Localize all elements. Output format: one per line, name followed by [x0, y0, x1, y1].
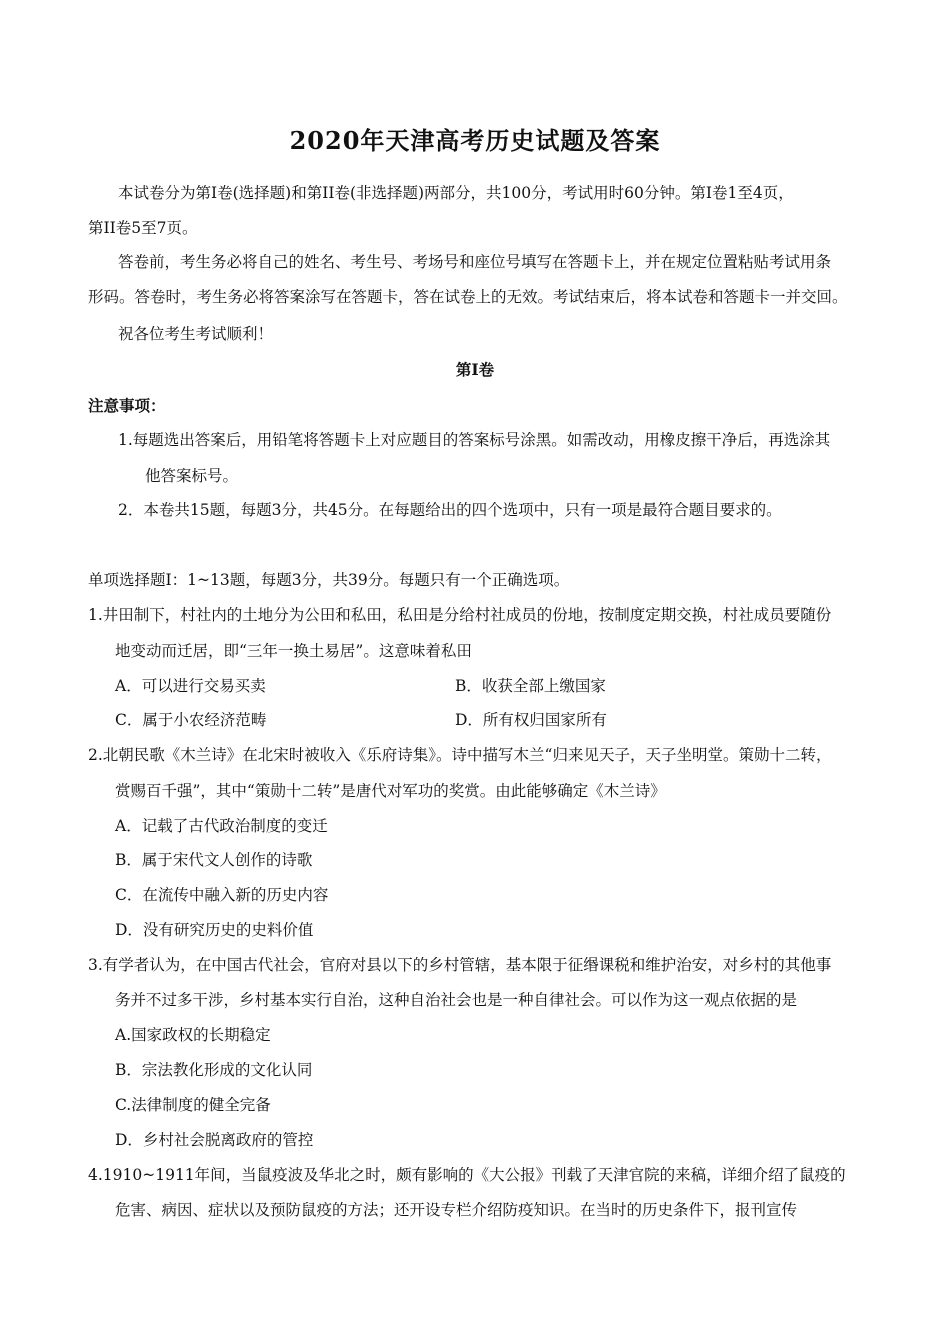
question-2-option-b: B．属于宋代文人创作的诗歌 [115, 851, 313, 869]
notice-item-2: 2．本卷共15题，每题3分，共45分。在每题给出的四个选项中，只有一项是最符合题目要求的。 [118, 501, 782, 519]
notice-item-1-line-1: 1.每题选出答案后，用铅笔将答题卡上对应题目的答案标号涂黑。如需改动，用橡皮擦干净后，再选涂其 [118, 431, 831, 449]
question-2-stem-line-1: 2.北朝民歌《木兰诗》在北宋时被收入《乐府诗集》。诗中描写木兰“归来见天子，天子坐明堂。策勋十二转， [88, 746, 832, 764]
question-2-option-c: C．在流传中融入新的历史内容 [115, 886, 329, 904]
page-title: 2020年天津高考历史试题及答案 [289, 126, 661, 155]
question-4-stem-line-2: 危害、病因、症状以及预防鼠疫的方法；还开设专栏介绍防疫知识。在当时的历史条件下，报刊宣传 [115, 1201, 798, 1219]
question-1-option-d: D．所有权归国家所有 [455, 711, 607, 729]
intro-paragraph-1-line-2: 第II卷5至7页。 [88, 219, 198, 237]
question-1-option-a: A．可以进行交易买卖 [115, 677, 266, 695]
question-2-stem-line-2: 赏赐百千强”，其中“策勋十二转”是唐代对军功的奖赏。由此能够确定《木兰诗》 [115, 782, 666, 800]
intro-paragraph-3: 祝各位考生考试顺利！ [118, 325, 274, 343]
question-1-option-b: B．收获全部上缴国家 [455, 677, 606, 695]
question-3-option-d: D．乡村社会脱离政府的管控 [115, 1131, 314, 1149]
question-2-option-a: A．记载了古代政治制度的变迁 [115, 817, 328, 835]
question-3-stem-line-2: 务并不过多干涉，乡村基本实行自治，这种自治社会也是一种自律社会。可以作为这一观点依据的是 [115, 991, 798, 1009]
question-3-option-c: C.法律制度的健全完备 [115, 1096, 271, 1114]
question-1-option-c: C．属于小农经济范畴 [115, 711, 267, 729]
intro-paragraph-2-line-1: 答卷前，考生务必将自己的姓名、考生号、考场号和座位号填写在答题卡上，并在规定位置粘贴考试用条 [118, 253, 832, 271]
question-4-stem-line-1: 4.1910~1911年间，当鼠疫波及华北之时，颇有影响的《大公报》刊载了天津官院的来稿，详细介绍了鼠疫的 [88, 1166, 846, 1184]
notice-item-1-line-2: 他答案标号。 [145, 467, 239, 485]
section-title: 第I卷 [455, 360, 495, 379]
notice-heading: 注意事项： [88, 396, 166, 415]
intro-paragraph-2-line-2: 形码。答卷时，考生务必将答案涂写在答题卡，答在试卷上的无效。考试结束后，将本试卷和答题卡一并交回。 [88, 288, 848, 306]
question-1-stem-line-2: 地变动而迁居，即“三年一换土易居”。这意味着私田 [115, 642, 472, 660]
section-instruction: 单项选择题I：1~13题，每题3分，共39分。每题只有一个正确选项。 [88, 571, 570, 589]
question-3-stem-line-1: 3.有学者认为，在中国古代社会，官府对县以下的乡村管辖，基本限于征缗课税和维护治安，对乡村的其他事 [88, 956, 832, 974]
question-2-option-d: D．没有研究历史的史料价值 [115, 921, 314, 939]
question-3-option-a: A.国家政权的长期稳定 [115, 1026, 271, 1044]
question-1-stem-line-1: 1.井田制下，村社内的土地分为公田和私田，私田是分给村社成员的份地，按制度定期交换，村社成员要随份 [88, 606, 832, 624]
intro-paragraph-1-line-1: 本试卷分为第I卷(选择题)和第II卷(非选择题)两部分，共100分，考试用时60分钟。第I卷1至4页， [118, 184, 794, 202]
question-3-option-b: B．宗法教化形成的文化认同 [115, 1061, 313, 1079]
